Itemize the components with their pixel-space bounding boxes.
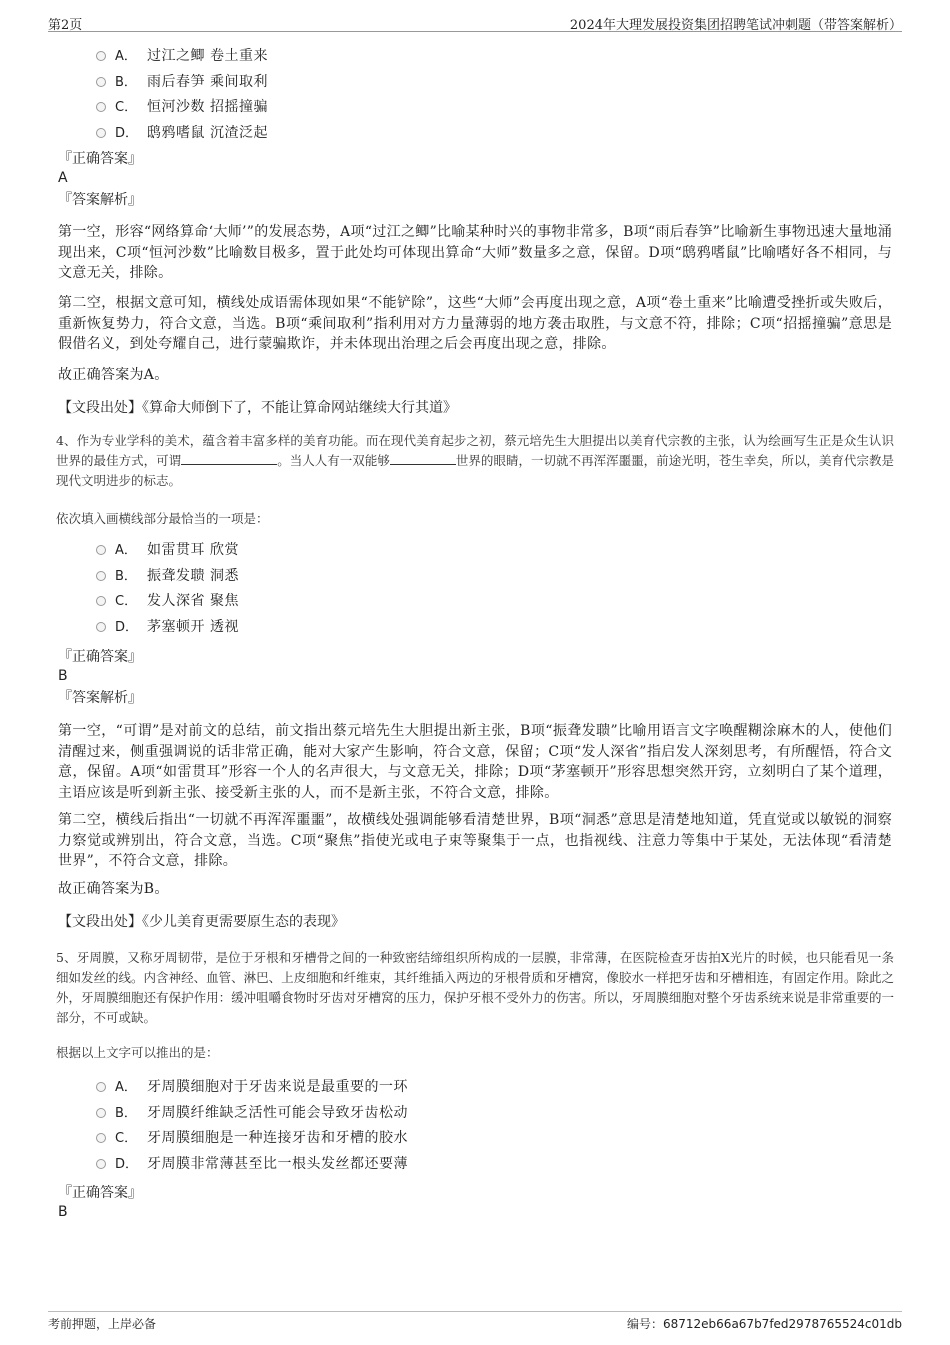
q4-options [96, 538, 239, 641]
q4-option-a[interactable]: A． 如雷贯耳 欣赏 [96, 538, 239, 564]
q3-options [96, 44, 268, 147]
document-title: 2024年大理发展投资集团招聘笔试冲刺题（带答案解析） [569, 18, 902, 33]
q3-analysis-p2: 第二空，根据文意可知，横线处成语需体现如果“不能铲除”，这些“大师”会再度出现之意，A项“卷土重来”比喻遭受挫折或失败后，重新恢复势力，符合文意，当选。B项“乘间取利”指利用对方力量薄弱的地方袭击取胜，与文意不符，排除；C项“招摇撞骗”意思是假借名义，到处夸耀自己，进行蒙骗欺诈，并未体现出治理之后会再度出现之意，排除。 [58, 295, 892, 352]
page-header [48, 12, 902, 32]
q3-analysis-label: 『答案解析』 [58, 192, 142, 208]
q4-analysis-label: 『答案解析』 [58, 690, 142, 706]
page-number: 第2页 [48, 18, 83, 33]
q5-options [96, 1075, 408, 1178]
q4-analysis-p2: 第二空，横线后指出“一切就不再浑浑噩噩”，故横线处强调能够看清楚世界，B项“洞悉”意思是清楚地知道，凭直觉或以敏锐的洞察力察觉或辨别出，符合文意，当选。C项“聚焦”指使光或电子束等聚集于一点，也指视线、注意力等集中于某处，无法体现“看清楚世界”，不符合文意，排除。 [58, 812, 892, 869]
q3-option-d[interactable]: D． 鸱鸦嗜鼠 沉渣泛起 [96, 121, 268, 147]
radio-icon[interactable] [96, 102, 106, 112]
footer-slogan: 考前押题，上岸必备 [48, 1317, 157, 1331]
q5-option-c[interactable]: C． 牙周膜细胞是一种连接牙齿和牙槽的胶水 [96, 1126, 408, 1152]
radio-icon[interactable] [96, 622, 106, 632]
q5-answer: B [58, 1204, 68, 1220]
radio-icon[interactable] [96, 1108, 106, 1118]
q4-option-b[interactable]: B． 振聋发聩 洞悉 [96, 564, 239, 590]
radio-icon[interactable] [96, 571, 106, 581]
q4-question: 4、作为专业学科的美术，蕴含着丰富多样的美育功能。而在现代美育起步之初，蔡元培先生大胆提出以美育代宗教的主张，认为绘画写生正是众生认识世界的最佳方式，可谓 。当人人有一双能够 世界的眼睛，一切就不再浑浑噩噩，前途光明，苍生幸矣，所以，美育代宗教是现代文明进步的标志。 [56, 433, 894, 488]
radio-icon[interactable] [96, 128, 106, 138]
q3-analysis-p1: 第一空，形容“网络算命‘大师’”的发展态势，A项“过江之鲫”比喻某种时兴的事物非常多，B项“雨后春笋”比喻新生事物迅速大量地涌现出来，C项“恒河沙数”比喻数目极多，置于此处均可体现出算命“大师”数量多之意，保留。D项“鸱鸦嗜鼠”比喻嗜好各不相同，与文意无关，排除。 [58, 224, 892, 281]
q5-question: 5、牙周膜，又称牙周韧带，是位于牙根和牙槽骨之间的一种致密结缔组织所构成的一层膜，非常薄，在医院检查牙齿拍X光片的时候，也只能看见一条细如发丝的线。内含神经、血管、淋巴、上皮细胞和纤维束，其纤维插入两边的牙根骨质和牙槽窝，像胶水一样把牙齿和牙槽相连，有固定作用。除此之外，牙周膜细胞还有保护作用：缓冲咀嚼食物时牙齿对牙槽窝的压力，保护牙根不受外力的伤害。所以，牙周膜细胞对整个牙齿系统来说是非常重要的一部分，不可或缺。 [56, 950, 894, 1025]
radio-icon[interactable] [96, 77, 106, 87]
q5-answer-label: 『正确答案』 [58, 1185, 142, 1201]
q5-option-b[interactable]: B． 牙周膜纤维缺乏活性可能会导致牙齿松动 [96, 1101, 408, 1127]
q5-option-d[interactable]: D． 牙周膜非常薄甚至比一根头发丝都还要薄 [96, 1152, 408, 1178]
q4-option-d[interactable]: D． 茅塞顿开 透视 [96, 615, 239, 641]
q3-option-b[interactable]: B． 雨后春笋 乘间取利 [96, 70, 268, 96]
radio-icon[interactable] [96, 1082, 106, 1092]
q3-conclusion: 故正确答案为A。 [58, 367, 169, 383]
q5-option-a[interactable]: A． 牙周膜细胞对于牙齿来说是最重要的一环 [96, 1075, 408, 1101]
q4-answer: B [58, 668, 68, 684]
document-code: 编号：68712eb66a67b7fed2978765524c01db [626, 1317, 902, 1331]
q4-option-c[interactable]: C． 发人深省 聚焦 [96, 589, 239, 615]
q3-answer-label: 『正确答案』 [58, 151, 142, 167]
q4-conclusion: 故正确答案为B。 [58, 881, 169, 897]
q3-option-a[interactable]: A． 过江之鲫 卷土重来 [96, 44, 268, 70]
q3-answer: A [58, 170, 68, 186]
q3-option-c[interactable]: C． 恒河沙数 招摇撞骗 [96, 95, 268, 121]
radio-icon[interactable] [96, 51, 106, 61]
q3-source: 【文段出处】《算命大师倒下了，不能让算命网站继续大行其道》 [58, 400, 457, 416]
radio-icon[interactable] [96, 1133, 106, 1143]
blank-2 [390, 453, 456, 465]
page-footer [48, 1311, 902, 1331]
q4-prompt: 依次填入画横线部分最恰当的一项是： [56, 511, 269, 526]
radio-icon[interactable] [96, 1159, 106, 1169]
q4-analysis-p1: 第一空，“可谓”是对前文的总结，前文指出蔡元培先生大胆提出新主张，B项“振聋发聩”比喻用语言文字唤醒糊涂麻木的人，使他们清醒过来，侧重强调说的话非常正确，能对大家产生影响，符合文意，保留；C项“发人深省”指启发人深刻思考，有所醒悟，符合文意，保留。A项“如雷贯耳”形容一个人的名声很大，与文意无关，排除；D项“茅塞顿开”形容思想突然开窍，立刻明白了某个道理，主语应该是听到新主张、接受新主张的人，而不是新主张，不符合文意，排除。 [58, 723, 892, 801]
q4-answer-label: 『正确答案』 [58, 649, 142, 665]
q5-prompt: 根据以上文字可以推出的是： [56, 1045, 219, 1060]
blank-1 [181, 453, 277, 465]
q4-source: 【文段出处】《少儿美育更需要原生态的表现》 [58, 914, 345, 930]
radio-icon[interactable] [96, 596, 106, 606]
radio-icon[interactable] [96, 545, 106, 555]
